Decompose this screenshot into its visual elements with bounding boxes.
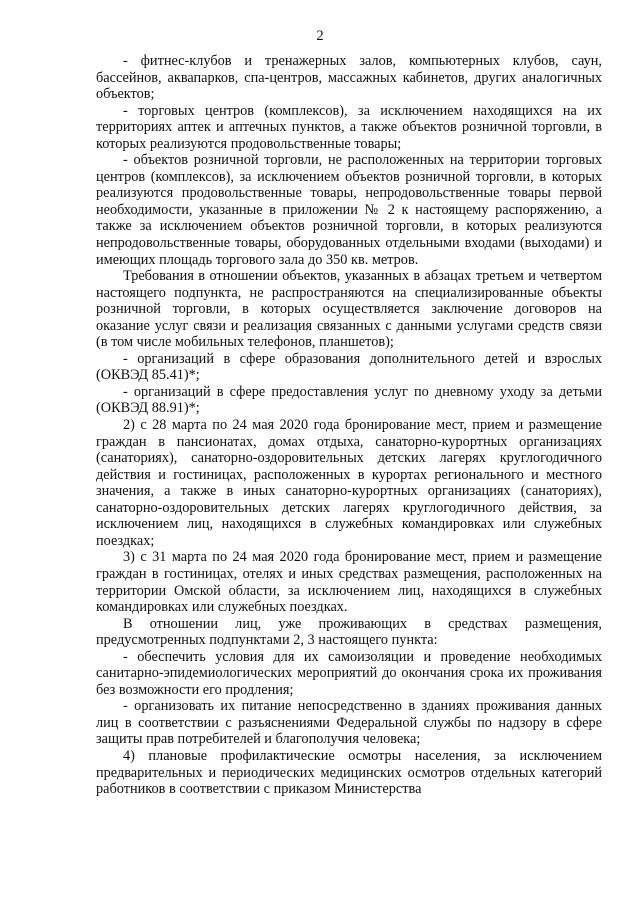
paragraph-item-4-medical-exams: 4) плановые профилактические осмотры населения, за исключением предварительных и периодических медицинских осмотров отдельных категорий работников в соответствии с приказом Министерства [96, 747, 602, 798]
paragraph-education-organizations: - организаций в сфере образования дополнительного детей и взрослых (ОКВЭД 85.41)*; [96, 350, 602, 384]
paragraph-retail-objects: - объектов розничной торговли, не расположенных на территории торговых центров (комплексов), за исключением объектов розничной торговли, в которых реализуются продовольственные товары, непродовольственные товары первой необходимости, указанные в приложении № 2 к настоящему распоряжению, а также за исключением объектов розничной торговли, в которых реализуются непродовольственные товары, оборудованных отдельными входами (выходами) и имеющих площадь торгового зала до 350 кв. метров. [96, 152, 602, 268]
document-body [96, 53, 602, 798]
paragraph-fitness-clubs: - фитнес-клубов и тренажерных залов, компьютерных клубов, саун, бассейнов, аквапарков, спа-центров, массажных кабинетов, других аналогичных объектов; [96, 53, 602, 103]
paragraph-self-isolation: - обеспечить условия для их самоизоляции и проведение необходимых санитарно-эпидемиологических мероприятий до окончания срока их проживания без возможности его продления; [96, 648, 602, 698]
paragraph-childcare-organizations: - организаций в сфере предоставления услуг по дневному уходу за детьми (ОКВЭД 88.91)*; [96, 383, 602, 417]
paragraph-shopping-centers: - торговых центров (комплексов), за исключением находящихся на их территориях аптек и аптечных пунктов, а также объектов розничной торговли, в которых реализуются продовольственные товары; [96, 102, 602, 152]
paragraph-item-2-resorts: 2) с 28 марта по 24 мая 2020 года бронирование мест, прием и размещение граждан в пансионатах, домах отдыха, санаторно-курортных организациях (санаториях), санаторно-оздоровительных детских лагерях круглогодичного действия и гостиницах, расположенных в курортах регионального и местного значения, а также в иных санаторно-курортных организациях (санаториях), санаторно-оздоровительных детских лагерях круглогодичного действия, за исключением лиц, находящихся в служебных командировках или служебных поездках; [96, 417, 602, 549]
paragraph-requirements-exception: Требования в отношении объектов, указанных в абзацах третьем и четвертом настоящего подпункта, не распространяются на специализированные объекты розничной торговли, в которых осуществляется заключение договоров на оказание услуг связи и реализация связанных с данными услугами средств связи (в том числе мобильных телефонов, планшетов); [96, 268, 602, 351]
page-number: 2 [316, 28, 324, 44]
paragraph-item-3-hotels: 3) с 31 марта по 24 мая 2020 года бронирование мест, прием и размещение граждан в гостиницах, отелях и иных средствах размещения, расположенных на территории Омской области, за исключением лиц, находящихся в служебных командировках или служебных поездках. [96, 549, 602, 616]
paragraph-residents-intro: В отношении лиц, уже проживающих в средствах размещения, предусмотренных подпунктами 2, 3 настоящего пункта: [96, 615, 602, 649]
paragraph-meals: - организовать их питание непосредственно в зданиях проживания данных лиц в соответствии с разъяснениями Федеральной службы по надзору в сфере защиты прав потребителей и благополучия человека; [96, 698, 602, 748]
